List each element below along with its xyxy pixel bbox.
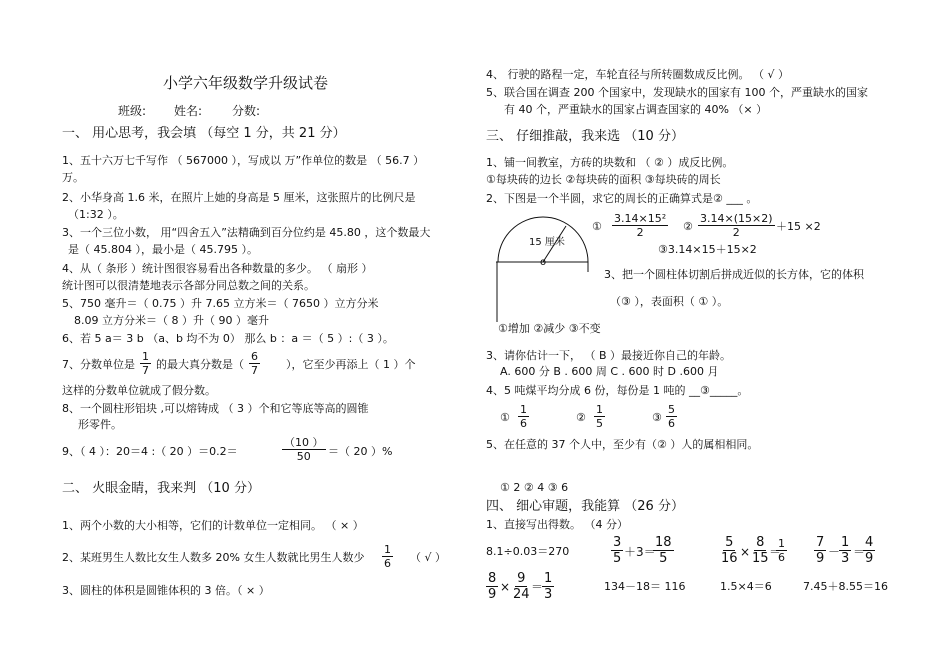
fraction-denominator: 9: [865, 551, 874, 566]
fraction-denominator: 24: [513, 587, 530, 602]
s3-q3-line1: 3、把一个圆柱体切割后拼成近似的长方体，它的体积: [604, 268, 864, 281]
s2-q2-fraction: [382, 543, 393, 570]
s1-q7-suffix: ），它至少再添上（ 1 ）个: [286, 358, 416, 371]
s2-q4: 4、 行驶的路程一定，车轮直径与所转圈数成反比例。 （ √ ）: [486, 68, 789, 81]
fraction-denominator: 5: [596, 417, 603, 430]
fraction-numerator: 1: [841, 535, 850, 550]
s3-q2-option-2-marker: ②: [683, 220, 693, 233]
s3-q6: 5、在任意的 37 个人中，至少有（② ）人的属相相同。: [486, 438, 759, 451]
calc-3-fraction-2: [750, 535, 771, 566]
fraction-numerator: 1: [596, 403, 603, 416]
fraction-denominator: 16: [721, 551, 738, 566]
fraction-numerator: 4: [865, 535, 874, 550]
fraction-numerator: 8: [488, 571, 497, 586]
calc-5-operator: ×: [500, 580, 511, 594]
s3-q5-option-2-marker: ②: [576, 411, 586, 424]
calc-4-equals: ＝: [853, 545, 866, 559]
s2-q2-suffix: （ √ ）: [410, 551, 447, 564]
s1-q2-line2: （1:32 ）。: [68, 208, 124, 221]
s3-q2-option-1-marker: ①: [592, 220, 602, 233]
calc-3-result: [776, 537, 787, 564]
fraction-numerator: 9: [517, 571, 526, 586]
name-field: 姓名:: [174, 104, 203, 118]
s3-q1-options: ①每块砖的边长 ②每块砖的面积 ③每块砖的周长: [486, 173, 721, 186]
fraction-numerator: （10 ）: [284, 436, 324, 449]
s2-q2-prefix: 2、某班男生人数比女生人数多 20% 女生人数就比男生人数少: [62, 551, 365, 564]
s3-q4: 3、请你估计一下， （ B ）最接近你自己的年龄。: [486, 349, 732, 362]
fraction-denominator: 6: [778, 551, 785, 564]
s2-q1: 1、两个小数的大小相等，它们的计数单位一定相同。 （ × ）: [62, 519, 364, 532]
fraction-numerator: 5: [668, 403, 675, 416]
s4-subheading: 1、直接写出得数。 （4 分）: [486, 518, 628, 531]
fraction-denominator: 7: [251, 364, 258, 377]
calc-7: 1.5×4＝6: [720, 580, 772, 593]
fraction-denominator: 5: [613, 551, 622, 566]
fraction-numerator: 1: [778, 537, 785, 550]
s3-q6-options: ① 2 ② 4 ③ 6: [500, 481, 569, 494]
calc-6: 134－18＝ 116: [604, 580, 686, 593]
calc-4-operator: －: [828, 545, 841, 559]
s3-q2-option-1-fraction: [612, 212, 668, 239]
fraction-numerator: 1: [520, 403, 527, 416]
s1-q7-middle: 的最大真分数是（: [156, 358, 244, 371]
s3-q5-option-3-marker: ③: [652, 411, 662, 424]
fraction-denominator: 3: [841, 551, 850, 566]
fraction-numerator: 1: [384, 543, 391, 556]
fraction-denominator: 50: [296, 450, 311, 463]
fraction-numerator: 3.14×15²: [614, 212, 667, 225]
s1-q6: 6、若 5 a＝ 3 b （a、b 均不为 0） 那么 b ：a ＝（ 5 ）:（ 3 ）。: [62, 332, 394, 345]
calc-3-fraction-1: [719, 535, 740, 566]
fraction-numerator: 5: [725, 535, 734, 550]
s3-q2: 2、下图是一个半圆，求它的周长的正确算式是② ___ 。: [486, 192, 758, 205]
s3-q3-line2: （③ ），表面积（ ① ）。: [610, 295, 729, 308]
s1-q3-line1: 3、一个三位小数， 用“四舍五入”法精确到百分位约是 45.80 ，这个数最大: [62, 226, 431, 239]
s1-q7-fraction-2: [249, 350, 260, 377]
s1-q4-line2: 统计图可以很清楚地表示各部分同总数之间的关系。: [62, 279, 315, 292]
fraction-denominator: 3: [544, 587, 553, 602]
s3-q5-option-1-marker: ①: [500, 411, 510, 424]
s3-q2-option-2-tail: ＋15 ×2: [776, 220, 821, 233]
s3-q1: 1、铺一间教室，方砖的块数和 （ ② ）成反比例。: [486, 156, 734, 169]
fraction-numerator: 3: [613, 535, 622, 550]
fraction-denominator: 6: [668, 417, 675, 430]
s2-q5-line1: 5、联合国在调查 200 个国家中，发现缺水的国家有 100 个，严重缺水的国家: [486, 86, 868, 99]
s1-q9-prefix: 9、（ 4 ）：20＝4 :（ 20 ）＝0.2＝: [62, 445, 238, 458]
calc-5-fraction-1: [486, 571, 498, 602]
s1-q3-line2: 是（ 45.804 ），最小是（ 45.795 ）。: [68, 243, 258, 256]
s1-q5-line2: 8.09 立方分米＝（ 8 ）升（ 90 ）毫升: [74, 314, 269, 327]
fraction-denominator: 2: [732, 226, 740, 239]
fraction-denominator: 5: [659, 551, 668, 566]
fraction-denominator: 9: [816, 551, 825, 566]
score-field: 分数:: [232, 104, 261, 118]
s1-q1-line2: 万。: [62, 171, 84, 184]
calc-8: 7.45＋8.55＝16: [803, 580, 888, 593]
calc-1: 8.1÷0.03＝270: [486, 545, 570, 558]
s1-q2-line1: 2、小华身高 1.6 米，在照片上她的身高是 5 厘米，这张照片的比例尺是: [62, 191, 416, 204]
s1-q5-line1: 5、750 毫升＝（ 0.75 ）升 7.65 立方米＝（ 7650 ）立方分米: [62, 297, 379, 310]
calc-2-fraction: [611, 535, 623, 566]
s1-q7-line2: 这样的分数单位就成了假分数。: [62, 384, 216, 397]
class-field: 班级:: [118, 104, 147, 118]
calc-4-fraction-1: [814, 535, 826, 566]
s1-q1-line1: 1、五十六万七千写作 （ 567000 ），写成以 万”作单位的数是 （ 56.7 ）: [62, 154, 425, 167]
s1-q4-line1: 4、从（ 条形 ）统计图很容易看出各种数量的多少。 （ 扇形 ）: [62, 262, 373, 275]
fraction-numerator: 1: [142, 350, 149, 363]
calc-5-result: [542, 571, 554, 602]
s2-q3: 3、圆柱的体积是圆锥体积的 3 倍。（ × ）: [62, 584, 270, 597]
s3-q4-options: A. 600 分 B . 600 周 C . 600 时 D .600 月: [500, 365, 719, 378]
fraction-numerator: 18: [655, 535, 672, 550]
fraction-denominator: 6: [384, 557, 391, 570]
s1-q8-line1: 8、一个圆柱形铝块 ,可以熔铸成 （ 3 ）个和它等底等高的圆锥: [62, 402, 369, 415]
calc-4-fraction-2: [839, 535, 851, 566]
fraction-numerator: 1: [544, 571, 553, 586]
s3-q3-options: ①增加 ②减少 ③不变: [498, 322, 601, 335]
section-4-heading: 四、 细心审题，我能算 （26 分）: [486, 499, 684, 514]
calc-3-operator: ×: [740, 545, 751, 559]
fraction-denominator: 9: [488, 587, 497, 602]
calc-3-equals: ＝: [769, 545, 782, 559]
s3-q2-option-2-fraction: [698, 212, 775, 239]
radius-label: 15 厘米: [529, 237, 565, 248]
section-1-heading: 一、 用心思考，我会填 （每空 1 分，共 21 分）: [62, 126, 346, 141]
fraction-numerator: 3.14×(15×2): [700, 212, 773, 225]
s1-q7-prefix: 7、分数单位是: [62, 358, 135, 371]
fraction-numerator: 7: [816, 535, 825, 550]
s3-q2-option-3: ③3.14×15＋15×2: [658, 243, 757, 256]
center-point: o: [540, 257, 547, 268]
calc-5-fraction-2: [511, 571, 532, 602]
s3-q5-option-2-fraction: [594, 403, 605, 430]
section-2-heading: 二、 火眼金睛，我来判 （10 分）: [62, 481, 260, 496]
s3-q5-option-1-fraction: [518, 403, 529, 430]
fraction-denominator: 2: [636, 226, 644, 239]
fraction-numerator: 8: [756, 535, 765, 550]
s2-q5-line2: 有 40 个，严重缺水的国家占调查国家的 40% （× ）: [504, 103, 768, 116]
fraction-denominator: 6: [520, 417, 527, 430]
s1-q8-line2: 形零件。: [78, 418, 122, 431]
fraction-numerator: 6: [251, 350, 258, 363]
fraction-denominator: 7: [142, 364, 149, 377]
calc-5-equals: ＝: [531, 580, 544, 594]
semicircle-diagram: [496, 214, 596, 324]
s3-q5: 4、5 吨煤平均分成 6 份，每份是 1 吨的 __③_____。: [486, 384, 749, 397]
calc-2-result: [653, 535, 674, 566]
s1-q9-suffix: ＝（ 20 ）%: [328, 445, 393, 458]
s3-q5-option-3-fraction: [666, 403, 677, 430]
calc-4-result: [863, 535, 875, 566]
page-title: 小学六年级数学升级试卷: [163, 74, 329, 92]
s1-q9-fraction: [282, 436, 326, 463]
calc-2-operator: ＋3＝: [624, 545, 656, 559]
s1-q7-fraction-1: [140, 350, 151, 377]
section-3-heading: 三、 仔细推敲，我来选 （10 分）: [486, 129, 684, 144]
fraction-denominator: 15: [752, 551, 769, 566]
